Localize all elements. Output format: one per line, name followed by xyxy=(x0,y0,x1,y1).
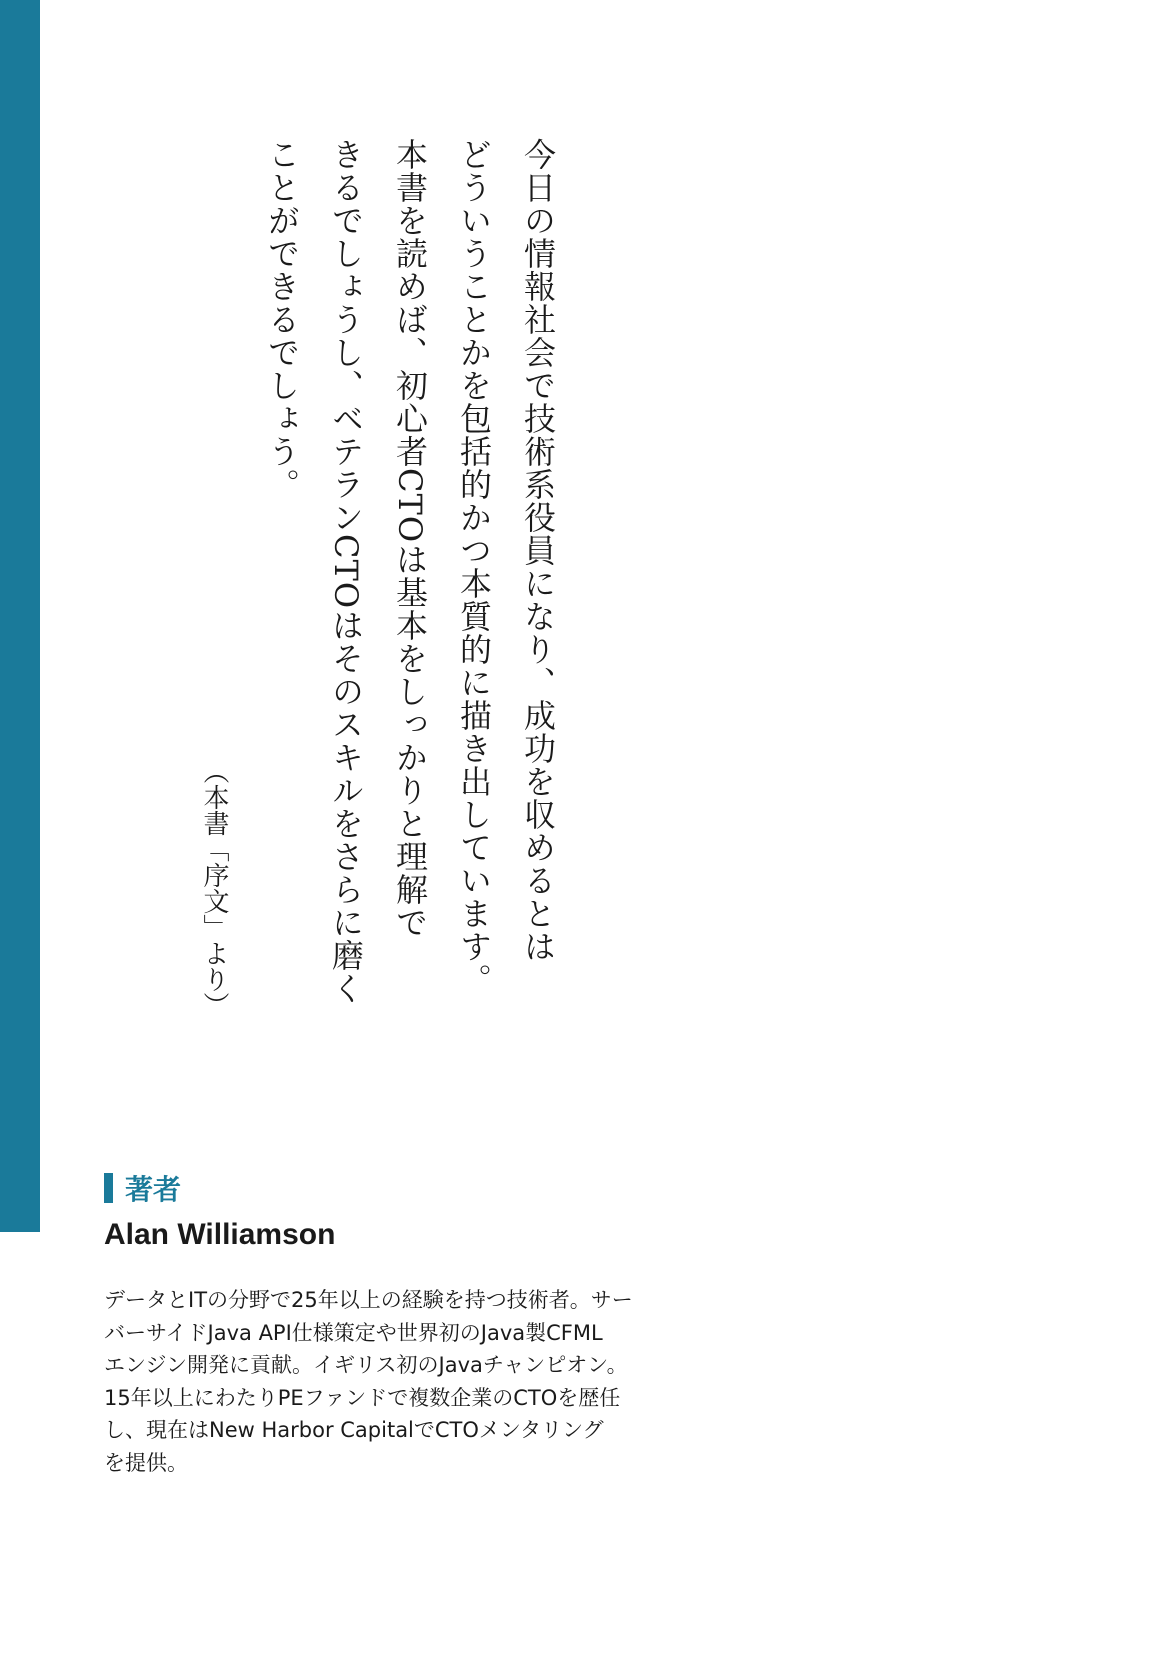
bio-line: し、現在はNew Harbor CapitalでCTOメンタリング xyxy=(104,1418,604,1442)
bio-line: データとITの分野で25年以上の経験を持つ技術者。サー xyxy=(104,1288,633,1312)
bio-line: を提供。 xyxy=(104,1450,188,1475)
quote-line: 本書を読めば、初心者CTOは基本をしっかりと理解で xyxy=(391,138,429,940)
quote-source: （本書「序文」より） xyxy=(199,758,229,1018)
quote-line: ことができるでしょう。 xyxy=(263,138,301,501)
author-heading xyxy=(104,1170,181,1206)
bio-line: 15年以上にわたりPEファンドで複数企業のCTOを歴任 xyxy=(104,1385,621,1410)
accent-side-bar xyxy=(0,0,40,1232)
vertical-quote xyxy=(250,138,570,1005)
quote-line: どういうことかを包括的かつ本質的に描き出しています。 xyxy=(455,138,493,996)
quote-line: 今日の情報社会で技術系役員になり、成功を収めるとは xyxy=(519,138,557,963)
author-heading-label: 著者 xyxy=(125,1173,182,1206)
author-bio xyxy=(104,1284,664,1479)
author-name: Alan Williamson xyxy=(104,1218,336,1251)
bio-line: エンジン開発に貢献。イギリス初のJavaチャンピオン。 xyxy=(104,1353,628,1377)
bio-line: バーサイドJava API仕様策定や世界初のJava製CFML xyxy=(104,1320,603,1345)
quote-line: きるでしょうし、ベテランCTOはそのスキルをさらに磨く xyxy=(327,138,365,1006)
heading-marker xyxy=(104,1173,113,1203)
